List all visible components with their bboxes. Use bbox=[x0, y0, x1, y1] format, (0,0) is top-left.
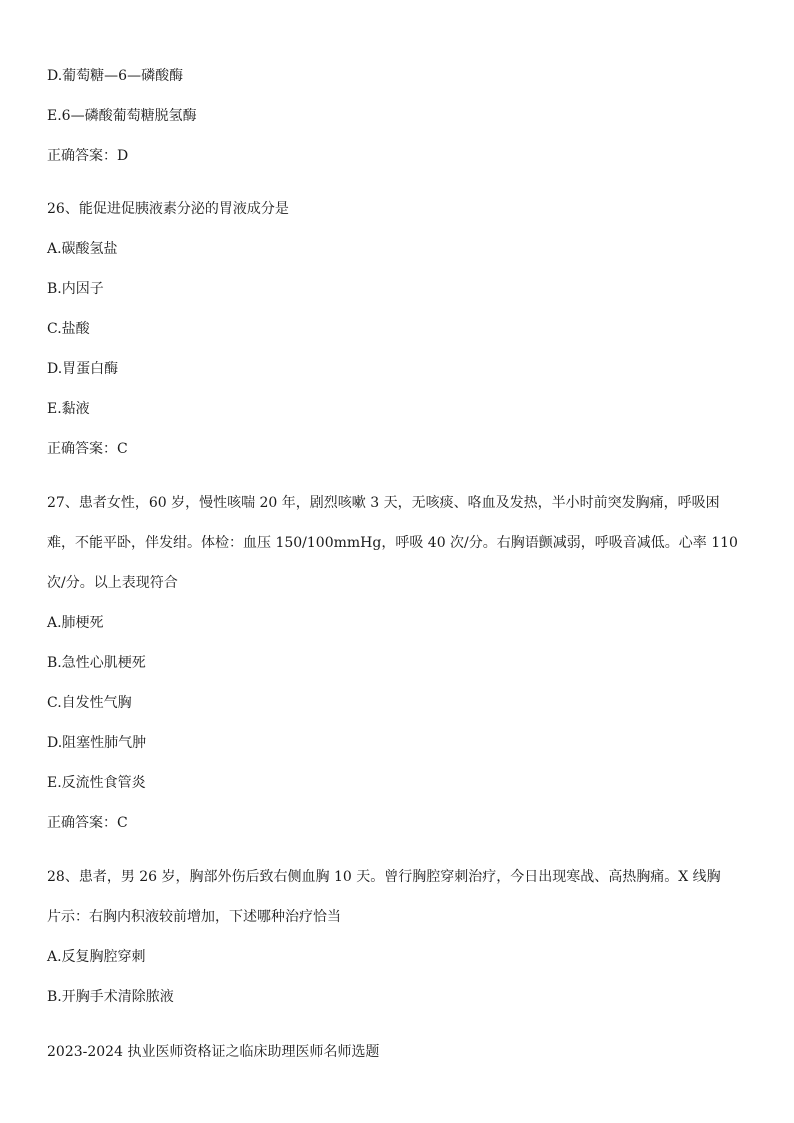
q28-option-a: A.反复胸腔穿刺 bbox=[47, 949, 146, 965]
q25-answer: 正确答案：D bbox=[47, 148, 129, 164]
q27-answer: 正确答案：C bbox=[47, 815, 128, 831]
page-footer-title: 2023-2024 执业医师资格证之临床助理医师名师选题 bbox=[47, 1044, 380, 1060]
q28-stem-line-1: 28、患者，男 26 岁，胸部外伤后致右侧血胸 10 天。曾行胸腔穿刺治疗，今日出现寒战、高热胸痛。X 线胸 bbox=[47, 869, 721, 885]
q25-option-d: D.葡萄糖—6—磷酸酶 bbox=[47, 68, 184, 84]
q26-option-e: E.黏液 bbox=[47, 401, 90, 417]
q27-option-e: E.反流性食管炎 bbox=[47, 775, 146, 791]
q27-option-a: A.肺梗死 bbox=[47, 615, 104, 631]
q26-option-d: D.胃蛋白酶 bbox=[47, 361, 119, 377]
q26-answer: 正确答案：C bbox=[47, 441, 128, 457]
q28-option-b: B.开胸手术清除脓液 bbox=[47, 989, 174, 1005]
q27-option-c: C.自发性气胸 bbox=[47, 695, 132, 711]
q26-option-b: B.内因子 bbox=[47, 281, 104, 297]
q27-stem-line-1: 27、患者女性，60 岁，慢性咳喘 20 年，剧烈咳嗽 3 天，无咳痰、咯血及发热，半小时前突发胸痛，呼吸困 bbox=[47, 495, 720, 511]
q28-stem-line-2: 片示：右胸内积液较前增加，下述哪种治疗恰当 bbox=[47, 909, 341, 925]
q27-stem-line-3: 次/分。以上表现符合 bbox=[47, 575, 178, 591]
q27-option-b: B.急性心肌梗死 bbox=[47, 655, 146, 671]
q26-stem: 26、能促进促胰液素分泌的胃液成分是 bbox=[47, 201, 289, 217]
q26-option-a: A.碳酸氢盐 bbox=[47, 241, 118, 257]
q25-option-e: E.6—磷酸葡萄糖脱氢酶 bbox=[47, 108, 197, 124]
q27-option-d: D.阻塞性肺气肿 bbox=[47, 735, 147, 751]
q27-stem-line-2: 难，不能平卧，伴发绀。体检：血压 150/100mmHg，呼吸 40 次/分。右胸语颤减弱，呼吸音减低。心率 110 bbox=[47, 535, 738, 551]
q26-option-c: C.盐酸 bbox=[47, 321, 90, 337]
